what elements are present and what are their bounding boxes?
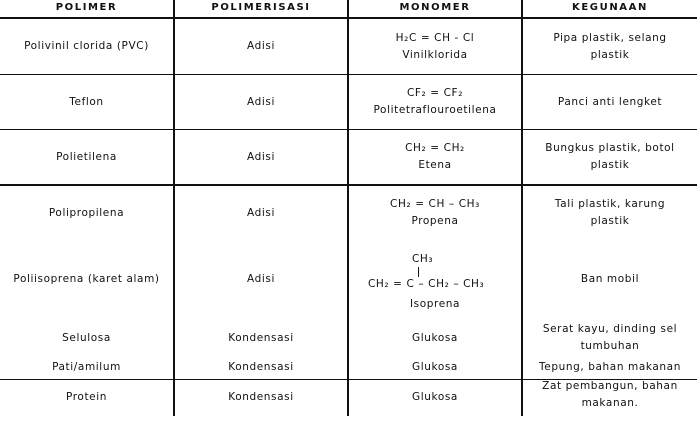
polimer-name: Polivinil clorida (PVC) xyxy=(24,40,149,52)
kegunaan-line: plastik xyxy=(590,215,630,227)
monomer-name: Glukosa xyxy=(412,360,458,373)
kegunaan-line: Bungkus plastik, botol xyxy=(545,142,675,154)
monomer-name: Vinilklorida xyxy=(402,48,468,61)
cell-kegunaan xyxy=(523,358,697,376)
kegunaan-line: Tali plastik, karung xyxy=(554,198,666,210)
polimerisasi-type: Adisi xyxy=(247,206,275,219)
polimerisasi-type: Kondensasi xyxy=(228,331,294,344)
header-polimer: POLIMER xyxy=(55,2,118,13)
cell-polimer xyxy=(0,318,173,358)
polimer-name: Polietilena xyxy=(56,150,117,163)
header-polimerisasi: POLIMERISASI xyxy=(211,2,311,13)
polimerisasi-type: Kondensasi xyxy=(228,360,294,373)
cell-monomer xyxy=(349,318,521,358)
polimer-name: Poliisoprena (karet alam) xyxy=(13,272,160,285)
cell-monomer xyxy=(349,358,521,376)
kegunaan-line: Panci anti lengket xyxy=(557,95,663,108)
header-kegunaan: KEGUNAAN xyxy=(572,2,648,13)
cell-polimerisasi xyxy=(175,318,347,358)
monomer-substituent: CH₃ xyxy=(412,253,434,265)
kegunaan-line: Pipa plastik, selang xyxy=(553,31,667,44)
cell-polimerisasi xyxy=(175,240,347,318)
cell-monomer xyxy=(349,380,521,414)
kegunaan-line: Ban mobil xyxy=(580,272,640,285)
cell-monomer xyxy=(349,240,521,318)
polimer-name: Protein xyxy=(65,390,107,403)
cell-kegunaan xyxy=(523,378,697,412)
monomer-formula: CF₂ = CF₂ xyxy=(406,87,464,99)
monomer-name: Propena xyxy=(411,215,459,227)
cell-polimer xyxy=(0,75,173,129)
cell-kegunaan xyxy=(523,19,697,74)
polimerisasi-type: Adisi xyxy=(247,272,275,285)
cell-polimer xyxy=(0,130,173,184)
cell-kegunaan xyxy=(523,318,697,358)
kegunaan-line: plastik xyxy=(590,159,630,171)
kegunaan-line: makanan. xyxy=(581,397,639,409)
polimerisasi-type: Adisi xyxy=(247,150,275,163)
cell-polimer xyxy=(0,358,173,376)
polimer-name: Selulosa xyxy=(62,331,111,344)
polimerisasi-type: Adisi xyxy=(247,95,275,108)
kegunaan-line: Zat pembangun, bahan xyxy=(542,380,678,392)
cell-polimerisasi xyxy=(175,19,347,74)
isoprene-structure xyxy=(350,245,520,300)
kegunaan-line: Tepung, bahan makanan xyxy=(539,360,681,373)
polimer-name: Polipropilena xyxy=(48,206,125,219)
monomer-formula: CH₂ = CH₂ xyxy=(405,142,465,154)
monomer-name: Etena xyxy=(418,159,452,171)
cell-monomer xyxy=(349,130,521,184)
kegunaan-line: plastik xyxy=(590,48,630,61)
cell-polimer xyxy=(0,19,173,74)
cell-polimer xyxy=(0,186,173,240)
cell-polimerisasi xyxy=(175,380,347,414)
cell-polimerisasi xyxy=(175,358,347,376)
cell-kegunaan xyxy=(523,75,697,129)
cell-monomer xyxy=(349,19,521,74)
monomer-name: Isoprena xyxy=(409,298,461,310)
cell-polimerisasi xyxy=(175,75,347,129)
cell-polimer xyxy=(0,380,173,414)
cell-polimerisasi xyxy=(175,186,347,240)
cell-monomer xyxy=(349,186,521,240)
monomer-name: Glukosa xyxy=(412,331,458,344)
polimerisasi-type: Kondensasi xyxy=(228,390,294,403)
cell-kegunaan xyxy=(523,130,697,184)
monomer-name: Politetraflouroetilena xyxy=(373,104,497,116)
polimer-name: Pati/amilum xyxy=(52,360,121,373)
cell-monomer xyxy=(349,75,521,129)
monomer-name: Glukosa xyxy=(412,390,458,403)
header-monomer: MONOMER xyxy=(399,2,471,13)
cell-polimerisasi xyxy=(175,130,347,184)
monomer-formula: H₂C = CH - Cl xyxy=(395,31,475,44)
monomer-formula: CH₂ = CH – CH₃ xyxy=(390,198,480,210)
cell-kegunaan xyxy=(523,240,697,318)
polimerisasi-type: Adisi xyxy=(247,40,275,52)
polimer-name: Teflon xyxy=(69,95,104,108)
monomer-formula: CH₂ = C – CH₂ – CH₃ xyxy=(368,278,485,290)
cell-kegunaan xyxy=(523,186,697,240)
kegunaan-line: Serat kayu, dinding sel xyxy=(542,323,678,335)
cell-polimer xyxy=(0,240,173,318)
kegunaan-line: tumbuhan xyxy=(580,340,640,352)
